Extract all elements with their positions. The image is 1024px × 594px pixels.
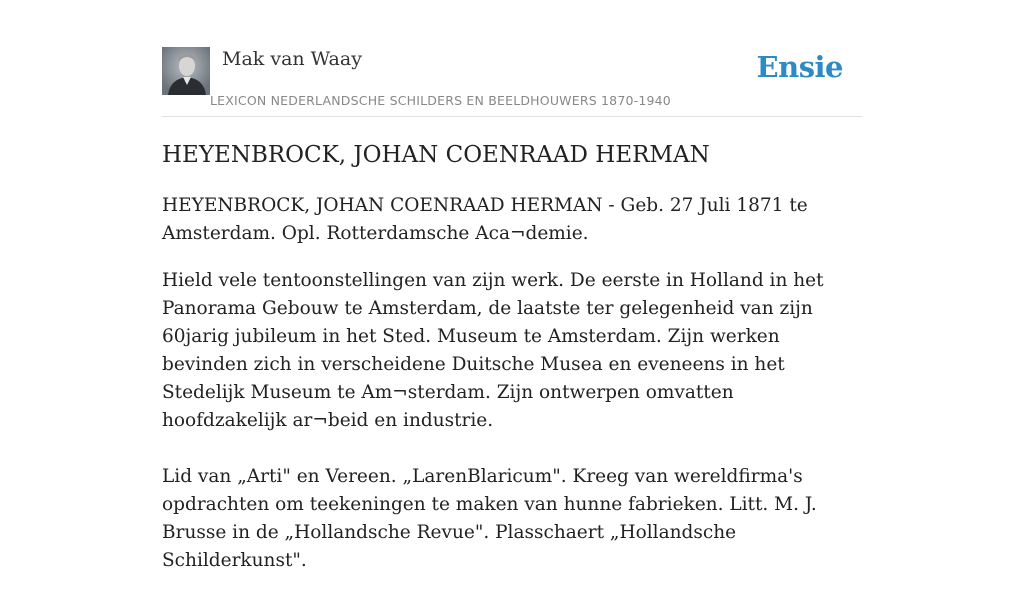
ensie-logo[interactable]: Ensie: [756, 50, 843, 84]
article-body: [162, 192, 864, 594]
page-title: HEYENBROCK, JOHAN COENRAAD HERMAN: [162, 142, 710, 168]
header: [162, 0, 862, 117]
source-title[interactable]: LEXICON NEDERLANDSCHE SCHILDERS EN BEELDHOUWERS 1870-1940: [210, 93, 671, 108]
portrait-icon: [162, 47, 210, 95]
article-paragraph: HEYENBROCK, JOHAN COENRAAD HERMAN - Geb. 27 Juli 1871 te Amsterdam. Opl. Rotterdamsche Aca¬demie.: [162, 195, 808, 244]
article-paragraph: Hield vele tentoonstellingen van zijn werk. De eerste in Holland in het Panorama Gebouw te Amsterdam, de laatste ter gelegenheid van zijn 60jarig jubileum in het Sted. Museum te Amsterdam. Zijn werken bevinden zich in verscheidene Duitsche Musea en eveneens in het Stedelijk Museum te Am¬sterdam. Zijn ontwerpen omvatten hoofdzakelijk ar¬beid en industrie.: [162, 270, 824, 431]
page: [162, 0, 862, 571]
article-paragraph: Lid van „Arti" en Vereen. „LarenBlaricum". Kreeg van wereldfirma's opdrachten om teekeningen te maken van hunne fabrieken. Litt. M. J. Brusse in de „Hollandsche Revue". Plasschaert „Hollandsche Schilderkunst".: [162, 466, 817, 571]
author-avatar[interactable]: [162, 47, 210, 95]
author-name[interactable]: Mak van Waay: [222, 48, 362, 70]
